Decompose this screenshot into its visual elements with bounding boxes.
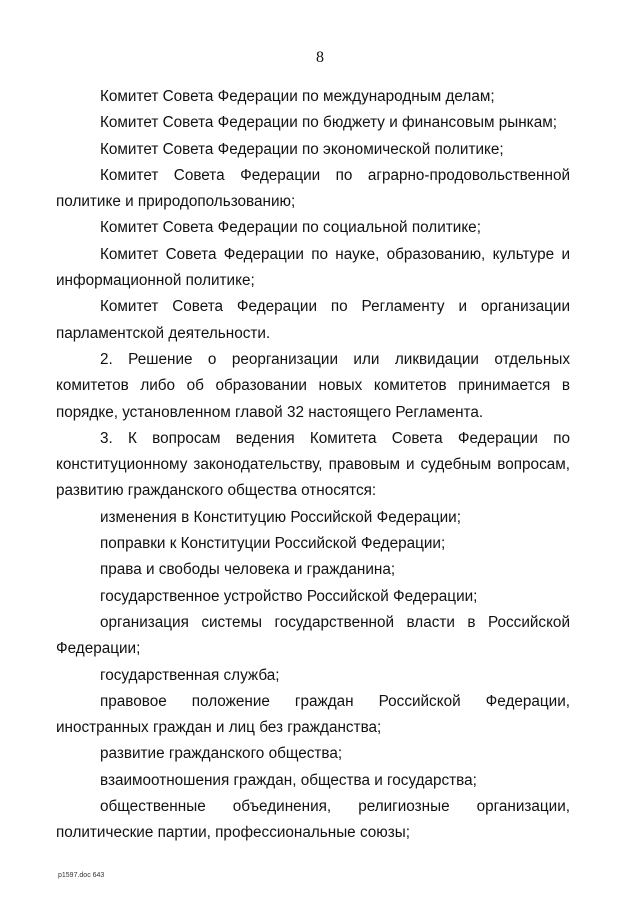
list-item: правовое положение граждан Российской Федерации, иностранных граждан и лиц без гражданства;: [56, 692, 570, 737]
paragraph-committee-economic: Комитет Совета Федерации по экономической политике;: [100, 140, 504, 158]
list-item: общественные объединения, религиозные организации, политические партии, профессиональные союзы;: [56, 798, 570, 842]
paragraph-committee-budget: Комитет Совета Федерации по бюджету и финансовым рынкам;: [100, 114, 557, 132]
paragraph-committee-international: Комитет Совета Федерации по международным делам;: [100, 88, 495, 105]
list-item: развитие гражданского общества;: [100, 745, 343, 763]
paragraph-clause-2: 2. Решение о реорганизации или ликвидации отдельных комитетов либо об образовании новых комитетов принимается в порядке, установленном главой 32 настоящего Регламента.: [56, 350, 570, 421]
paragraph-committee-science: Комитет Совета Федерации по науке, образованию, культуре и информационной политике;: [56, 245, 570, 290]
paragraph-committee-agrarian: Комитет Совета Федерации по аграрно-продовольственной политике и природопользованию;: [56, 166, 570, 211]
paragraph-clause-3: 3. К вопросам ведения Комитета Совета Федерации по конституционному законодательству, правовым и судебным вопросам, развитию гражданского общества относятся:: [56, 429, 570, 500]
list-item: государственное устройство Российской Федерации;: [100, 587, 478, 605]
page-number: 8: [316, 49, 324, 66]
paragraph-committee-reglament: Комитет Совета Федерации по Регламенту и организации парламентской деятельности.: [56, 298, 570, 342]
list-item: права и свободы человека и гражданина;: [100, 561, 396, 579]
list-item: поправки к Конституции Российской Федерации;: [100, 535, 446, 553]
list-item: государственная служба;: [100, 666, 280, 684]
list-item: взаимоотношения граждан, общества и государства;: [100, 771, 477, 789]
paragraph-committee-social: Комитет Совета Федерации по социальной политике;: [100, 219, 481, 237]
footer-file-code: p1597.doc 643: [58, 872, 105, 879]
list-item: изменения в Конституцию Российской Федерации;: [100, 508, 461, 526]
list-item: организация системы государственной власти в Российской Федерации;: [56, 613, 570, 658]
document-body: [56, 84, 570, 847]
